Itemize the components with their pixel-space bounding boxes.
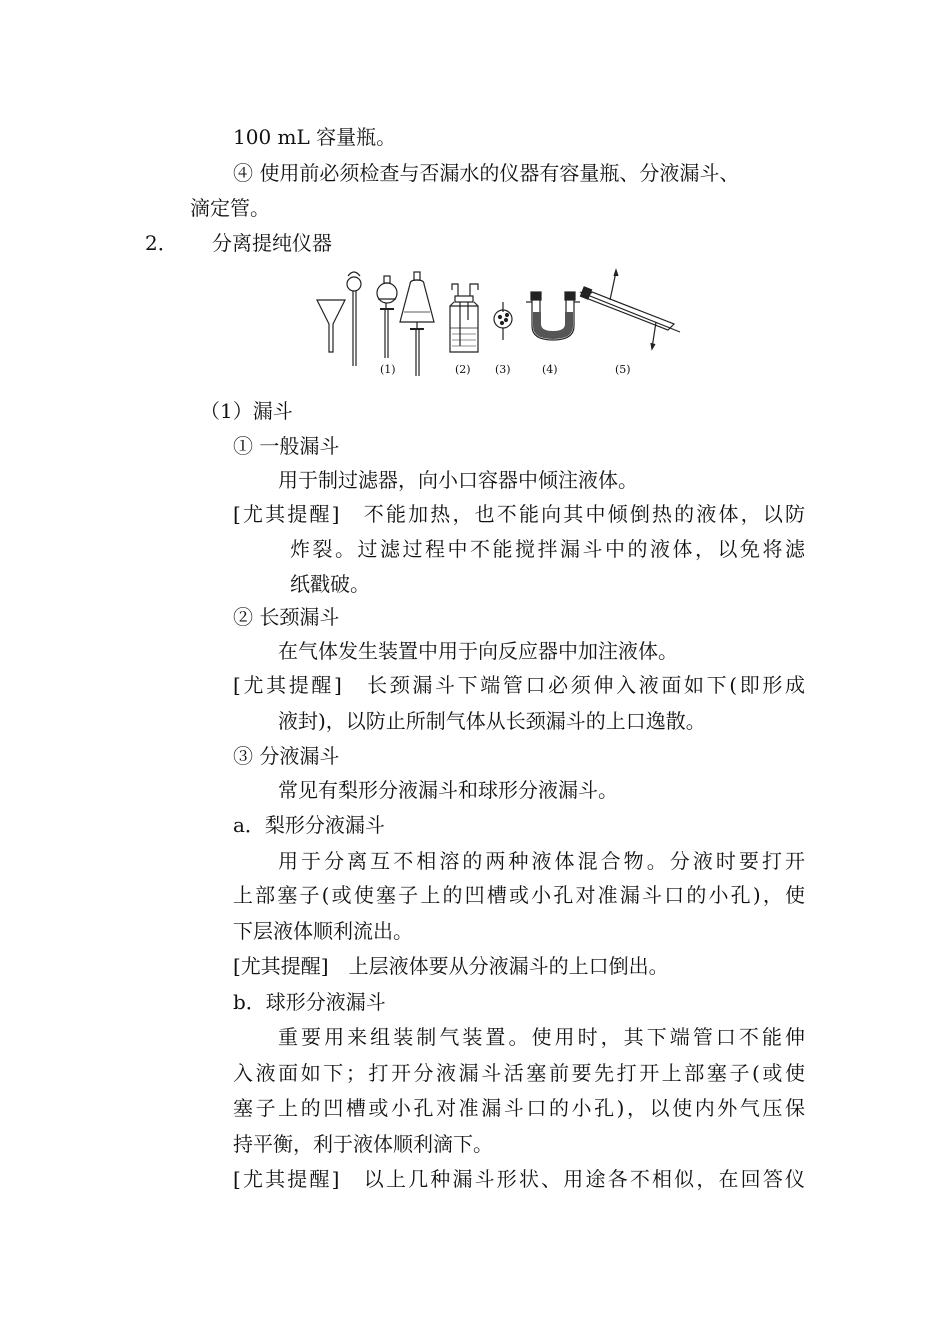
figure-label: (4) <box>542 363 558 376</box>
text-line: 滴定管。 <box>190 196 270 220</box>
text-line: 入液面如下；打开分液漏斗活塞前要先打开上部塞子(或使 <box>233 1061 805 1085</box>
pear-separating-funnel-drawing <box>400 272 434 376</box>
note-line: 液封)，以防止所制气体从长颈漏斗的上口逸散。 <box>278 709 706 733</box>
note-line: 炸裂。过滤过程中不能搅拌漏斗中的液体，以免将滤 <box>290 537 805 561</box>
ordinary-funnel-drawing <box>317 300 345 352</box>
text-line: 上部塞子(或使塞子上的凹槽或小孔对准漏斗口的小孔)，使 <box>233 883 805 907</box>
note-line: [尤其提醒] 以上几种漏斗形状、用途各不相似，在回答仪 <box>233 1167 805 1191</box>
condenser-drawing <box>580 270 680 349</box>
figure-label: (5) <box>615 363 631 376</box>
text-line: ④ 使用前必须检查与否漏水的仪器有容量瓶、分液漏斗、 <box>233 161 740 185</box>
long-neck-funnel-drawing <box>347 272 361 366</box>
text-line: 塞子上的凹槽或小孔对准漏斗口的小孔)，以使内外气压保 <box>233 1096 805 1120</box>
item-heading: ① 一般漏斗 <box>233 434 340 458</box>
u-tube-drawing <box>526 292 580 340</box>
note-line: [尤其提醒] 不能加热，也不能向其中倾倒热的液体，以防 <box>233 502 805 526</box>
note-line: [尤其提醒] 上层液体要从分液漏斗的上口倒出。 <box>233 954 669 978</box>
gas-washing-bottle-drawing <box>450 284 478 352</box>
text-line: 下层液体顺利流出。 <box>233 919 413 943</box>
section-number: 2． <box>145 231 178 255</box>
figure-label: (3) <box>495 363 511 376</box>
spherical-separating-funnel-drawing <box>377 276 397 358</box>
text-line: 100 mL 容量瓶。 <box>233 125 397 149</box>
subsection-heading: （1）漏斗 <box>200 399 293 423</box>
figure-label: (1) <box>380 363 396 376</box>
text-line: 重要用来组装制气装置。使用时，其下端管口不能伸 <box>278 1025 805 1049</box>
text-line: 用于制过滤器，向小口容器中倾注液体。 <box>278 468 638 492</box>
drying-bulb-drawing <box>494 302 512 340</box>
separation-apparatus-figure <box>310 262 690 382</box>
text-line: 持平衡，利于液体顺利滴下。 <box>233 1132 493 1156</box>
note-line: [尤其提醒] 长颈漏斗下端管口必须伸入液面如下(即形成 <box>233 673 805 697</box>
text-line: 用于分离互不相溶的两种液体混合物。分液时要打开 <box>278 849 805 873</box>
item-heading: a．梨形分液漏斗 <box>233 813 385 837</box>
note-line: 纸戳破。 <box>290 572 370 596</box>
item-heading: ② 长颈漏斗 <box>233 605 340 629</box>
text-line: 常见有梨形分液漏斗和球形分液漏斗。 <box>278 778 618 802</box>
item-heading: ③ 分液漏斗 <box>233 744 340 768</box>
text-line: 在气体发生装置中用于向反应器中加注液体。 <box>278 639 678 663</box>
figure-label: (2) <box>455 363 471 376</box>
section-heading: 分离提纯仪器 <box>212 231 332 255</box>
item-heading: b．球形分液漏斗 <box>233 990 386 1014</box>
